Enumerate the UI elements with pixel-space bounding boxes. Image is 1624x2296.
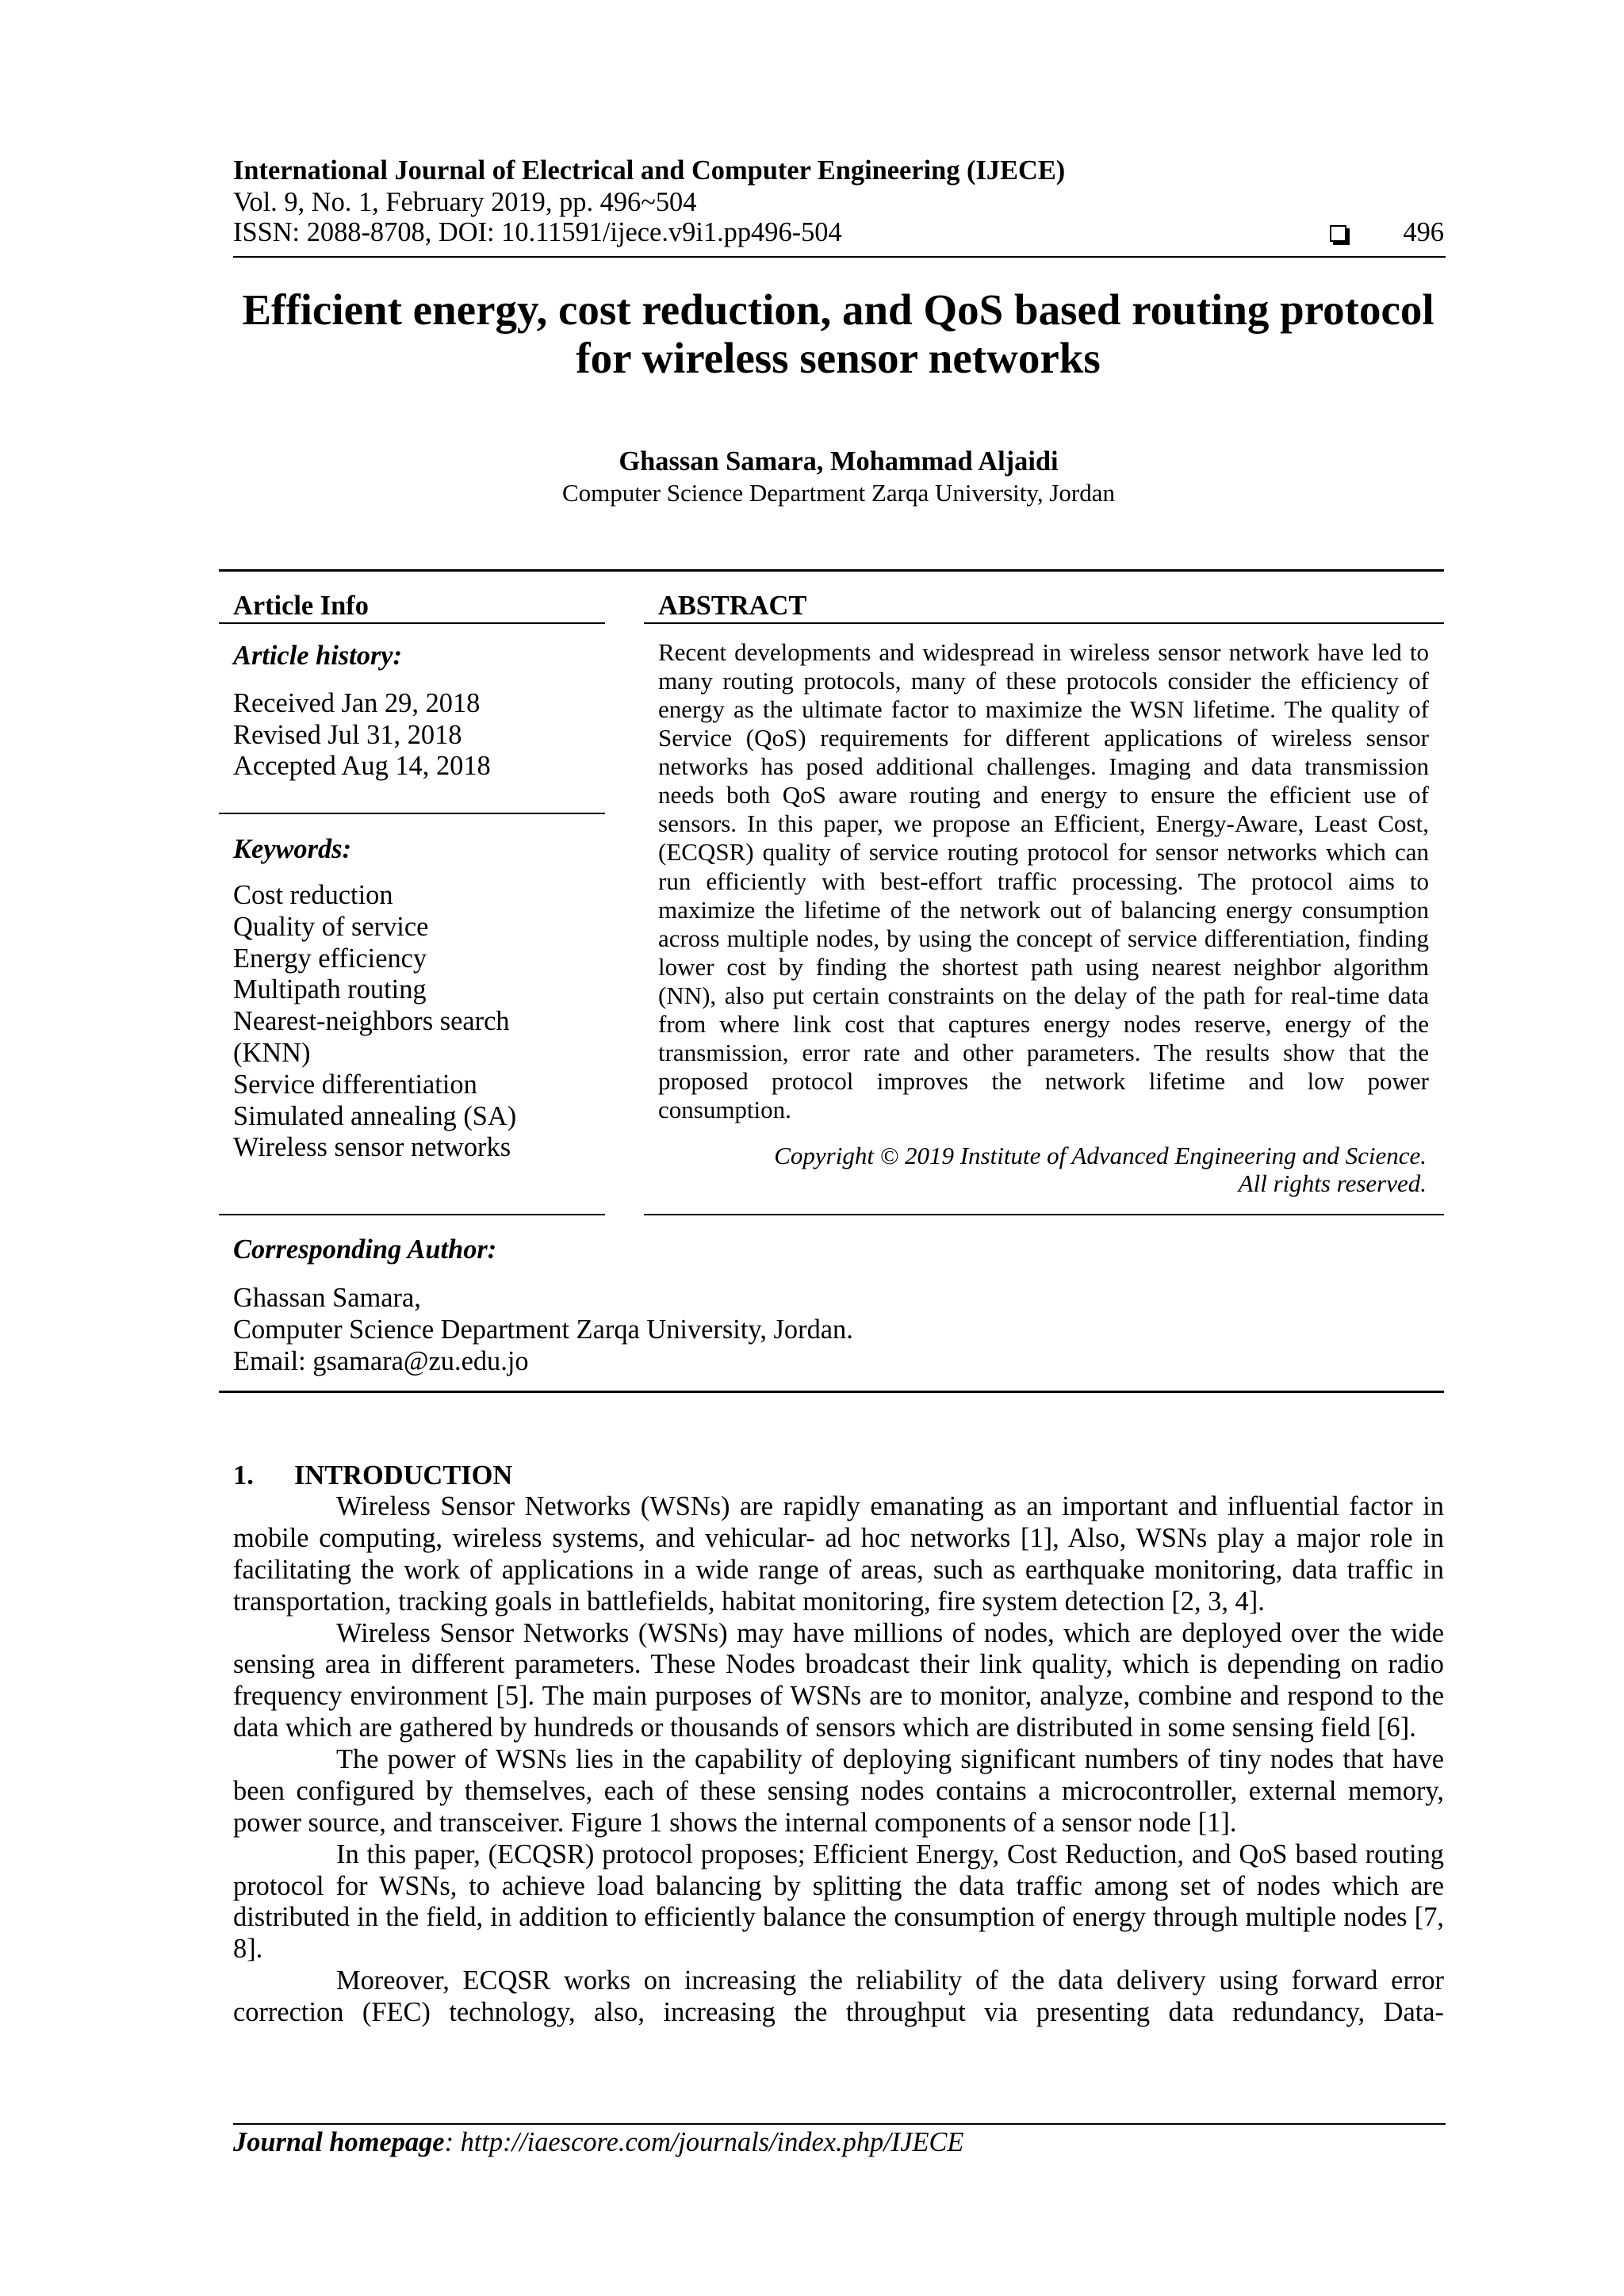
keyword-item: Quality of service <box>233 911 429 942</box>
keyword-item: Simulated annealing (SA) <box>233 1100 517 1131</box>
history-divider <box>219 813 605 814</box>
article-info-divider <box>219 622 605 624</box>
keyword-item: Cost reduction <box>233 880 393 910</box>
copyright-notice <box>658 1142 1427 1197</box>
corresponding-author-details <box>233 1282 1444 1377</box>
journal-homepage-link[interactable]: http://iaescore.com/journals/index.php/IJECE <box>460 2127 964 2157</box>
corresponding-author-name: Ghassan Samara, <box>233 1283 421 1313</box>
email-link[interactable]: gsamara@zu.edu.jo <box>312 1346 529 1376</box>
history-received: Received Jan 29, 2018 <box>233 688 481 718</box>
keyword-item: Multipath routing <box>233 974 427 1005</box>
corresponding-author-label: Corresponding Author: <box>233 1234 497 1265</box>
footer-label: Journal homepage <box>233 2127 445 2157</box>
history-accepted: Accepted Aug 14, 2018 <box>233 751 491 782</box>
abstract-bottom-divider <box>644 1214 1444 1215</box>
body-paragraph: The power of WSNs lies in the capability of deploying significant numbers of tiny nodes that have been configured by themselves, each of these sensing nodes contains a microcontroller, external memory, power source, and transceiver. Figure 1 shows the internal components of a sensor node [1]. <box>233 1744 1444 1838</box>
abstract-text: Recent developments and widespread in wireless sensor network have led to many routing protocols, many of these protocols consider the efficiency of energy as the ultimate factor to maximize the WSN lifetime. The quality of Service (QoS) requirements for different applications of wireless sensor networks has posed additional challenges. Imaging and data transmission needs both QoS aware routing and energy to ensure the efficient use of sensors. In this paper, we propose an Efficient, Energy-Aware, Least Cost, (ECQSR) quality of service routing protocol for sensor networks which can run efficiently with best-effort traffic processing. The protocol aims to maximize the lifetime of the network out of balancing energy consumption across multiple nodes, by using the concept of service differentiation, finding lower cost by finding the shortest path using nearest neighbor algorithm (NN), also put certain constraints on the delay of the path for real-time data from where link cost that captures energy nodes reserve, energy of the transmission, error rate and other parameters. The results show that the proposed protocol improves the network lifetime and low power consumption. <box>658 638 1429 1123</box>
header-divider <box>233 256 1446 258</box>
section-number: 1. <box>233 1460 254 1490</box>
section-heading: INTRODUCTION <box>294 1460 513 1490</box>
footer-divider <box>233 2123 1446 2125</box>
corresponding-author-email-row <box>233 1345 1444 1377</box>
body-paragraph: In this paper, (ECQSR) protocol proposes; Efficient Energy, Cost Reduction, and QoS based routing protocol for WSNs, to achieve load balancing by splitting the data traffic among set of nodes which are distributed in the field, in addition to efficiently balance the consumption of energy through multiple nodes [7, 8]. <box>233 1839 1444 1965</box>
author-names: Ghassan Samara, Mohammad Aljaidi <box>619 446 1059 476</box>
keywords-list <box>233 880 566 1164</box>
keyword-item: Nearest-neighbors search (KNN) <box>233 1006 510 1068</box>
body-paragraph: Wireless Sensor Networks (WSNs) may have millions of nodes, which are deployed over the wide sensing area in different parameters. These Nodes broadcast their link quality, which is depending on radio frequency environment [5]. The main purposes of WSNs are to monitor, analyze, combine and respond to the data which are gathered by hundreds or thousands of sensors which are distributed in some sensing field [6]. <box>233 1617 1444 1743</box>
history-revised: Revised Jul 31, 2018 <box>233 719 462 750</box>
copyright-line: Copyright © 2019 Institute of Advanced Engineering and Science. <box>774 1142 1427 1169</box>
article-history-list <box>233 688 598 783</box>
introduction-body <box>233 1491 1444 2029</box>
rights-reserved-line: All rights reserved. <box>1238 1169 1427 1197</box>
footer-colon: : <box>444 2127 454 2157</box>
email-label: Email: <box>233 1346 306 1376</box>
abstract-heading-divider <box>644 622 1444 624</box>
article-info-heading: Article Info <box>233 591 369 621</box>
abstract-heading: ABSTRACT <box>658 591 807 621</box>
page-number: 496 <box>1403 217 1444 247</box>
keyword-item: Energy efficiency <box>233 943 427 974</box>
volume-line: Vol. 9, No. 1, February 2019, pp. 496~504 <box>233 187 697 217</box>
journal-homepage-footer <box>233 2127 963 2159</box>
journal-name: International Journal of Electrical and Computer Engineering (IJECE) <box>233 155 1066 186</box>
body-paragraph: Moreover, ECQSR works on increasing the reliability of the data delivery using forward error correction (FEC) technology, also, increasing the throughput via presenting data redundancy, Data- <box>233 1965 1444 2027</box>
shadowed-square-icon <box>1330 225 1346 242</box>
keywords-label: Keywords: <box>233 834 352 864</box>
keywords-divider <box>219 1214 605 1215</box>
front-matter-bottom-divider <box>219 1391 1444 1393</box>
issn-doi-line: ISSN: 2088-8708, DOI: 10.11591/ijece.v9i1.pp496-504 <box>233 217 842 247</box>
corresponding-author-affiliation: Computer Science Department Zarqa University, Jordan. <box>233 1314 853 1345</box>
article-history-label: Article history: <box>233 641 403 671</box>
paper-title: Efficient energy, cost reduction, and QoS based routing protocol for wireless sensor networks <box>242 285 1434 383</box>
keyword-item: Service differentiation <box>233 1069 477 1100</box>
body-paragraph: Wireless Sensor Networks (WSNs) are rapidly emanating as an important and influential factor in mobile computing, wireless systems, and vehicular- ad hoc networks [1], Also, WSNs play a major role in facilitating the work of applications in a wide range of areas, such as earthquake monitoring, data traffic in transportation, tracking goals in battlefields, habitat monitoring, fire system detection [2, 3, 4]. <box>233 1491 1444 1617</box>
keyword-item: Wireless sensor networks <box>233 1132 511 1163</box>
author-affiliation: Computer Science Department Zarqa University, Jordan <box>562 479 1115 507</box>
front-matter-top-divider <box>219 569 1444 572</box>
